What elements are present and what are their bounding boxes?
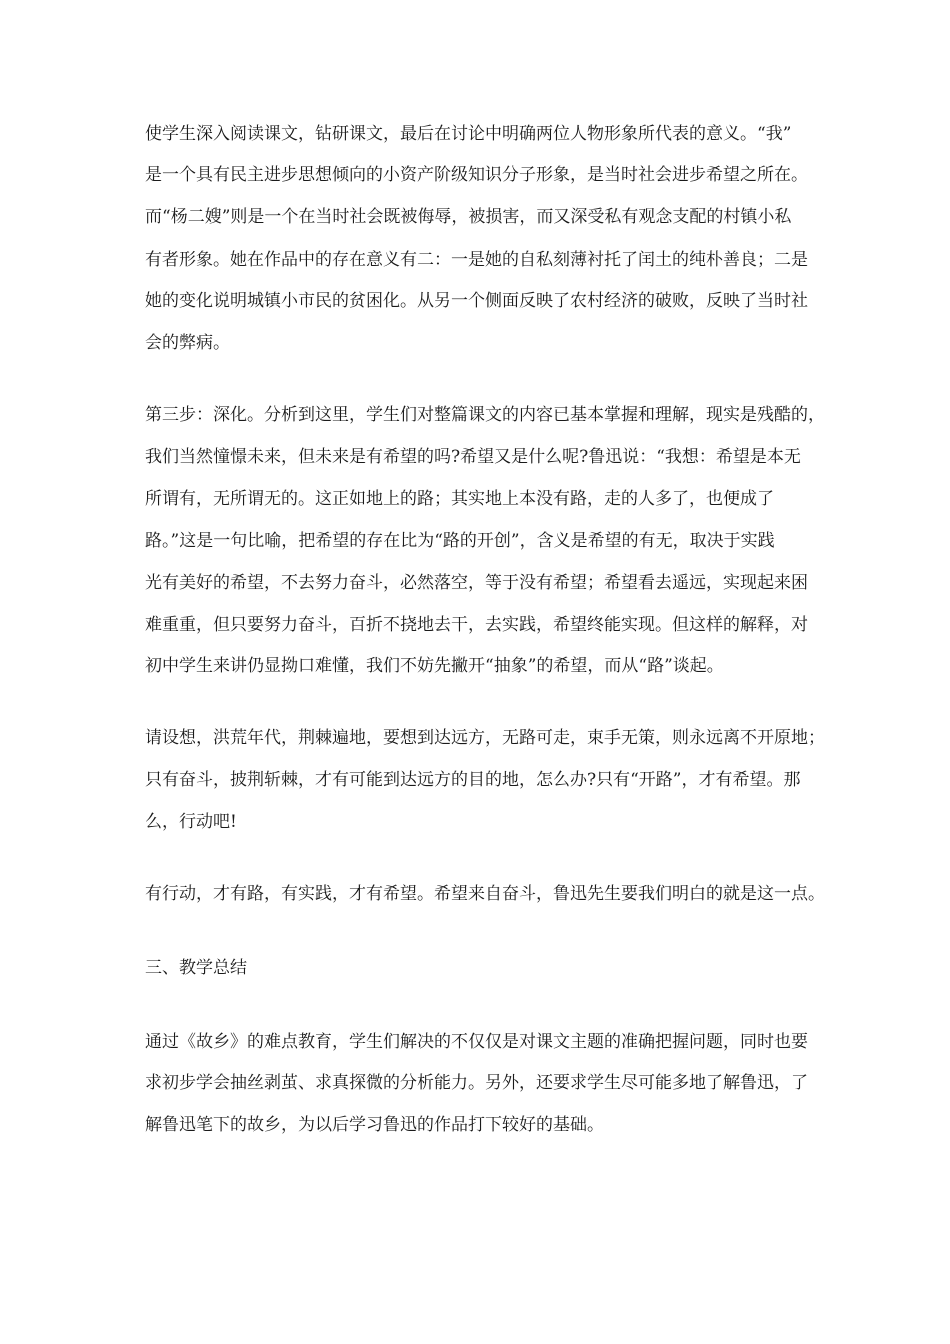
paragraph-line: 有者形象。她在作品中的存在意义有二：一是她的自私刻薄衬托了闰土的纯朴善良；二是 (145, 250, 808, 270)
paragraph-line: 难重重，但只要努力奋斗，百折不挠地去干，去实践，希望终能实现。但这样的解释，对 (145, 615, 808, 635)
paragraph-line: 路。”这是一句比喻，把希望的存在比为“路的开创”，含义是希望的有无，取决于实践 (145, 531, 775, 551)
paragraph-line: 求初步学会抽丝剥茧、求真探微的分析能力。另外，还要求学生尽可能多地了解鲁迅，了 (145, 1073, 808, 1093)
paragraph-line: 我们当然憧憬未来，但未来是有希望的吗?希望又是什么呢?鲁迅说：“我想：希望是本无 (145, 447, 801, 467)
paragraph-line: 而“杨二嫂”则是一个在当时社会既被侮辱，被损害，而又深受私有观念支配的村镇小私 (145, 207, 792, 227)
paragraph-line: 所谓有，无所谓无的。这正如地上的路；其实地上本没有路，走的人多了，也便成了 (145, 489, 774, 509)
paragraph-line: 第三步：深化。分析到这里，学生们对整篇课文的内容已基本掌握和理解，现实是残酷的， (145, 405, 825, 425)
paragraph-line: 光有美好的希望，不去努力奋斗，必然落空，等于没有希望；希望看去遥远，实现起来困 (145, 573, 808, 593)
paragraph-line: 使学生深入阅读课文，钻研课文，最后在讨论中明确两位人物形象所代表的意义。“我” (145, 124, 792, 144)
paragraph-line: 是一个具有民主进步思想倾向的小资产阶级知识分子形象，是当时社会进步希望之所在。 (145, 165, 808, 185)
paragraph-line: 请设想，洪荒年代，荆棘遍地，要想到达远方，无路可走，束手无策，则永远离不开原地； (145, 728, 825, 748)
paragraph-line: 解鲁迅笔下的故乡，为以后学习鲁迅的作品打下较好的基础。 (145, 1115, 604, 1135)
paragraph-line: 她的变化说明城镇小市民的贫困化。从另一个侧面反映了农村经济的破败，反映了当时社 (145, 291, 808, 311)
paragraph-line: 通过《故乡》的难点教育，学生们解决的不仅仅是对课文主题的准确把握问题，同时也要 (145, 1032, 808, 1052)
paragraph-line: 么，行动吧! (145, 812, 237, 832)
paragraph-line: 只有奋斗，披荆斩棘，才有可能到达远方的目的地，怎么办?只有“开路”，才有希望。那 (145, 770, 801, 790)
paragraph-line: 会的弊病。 (145, 333, 230, 353)
heading-line: 三、教学总结 (145, 958, 247, 978)
paragraph-line: 有行动，才有路，有实践，才有希望。希望来自奋斗，鲁迅先生要我们明白的就是这一点。 (145, 884, 825, 904)
paragraph-line: 初中学生来讲仍显拗口难懂，我们不妨先撇开“抽象”的希望，而从“路”谈起。 (145, 656, 724, 676)
